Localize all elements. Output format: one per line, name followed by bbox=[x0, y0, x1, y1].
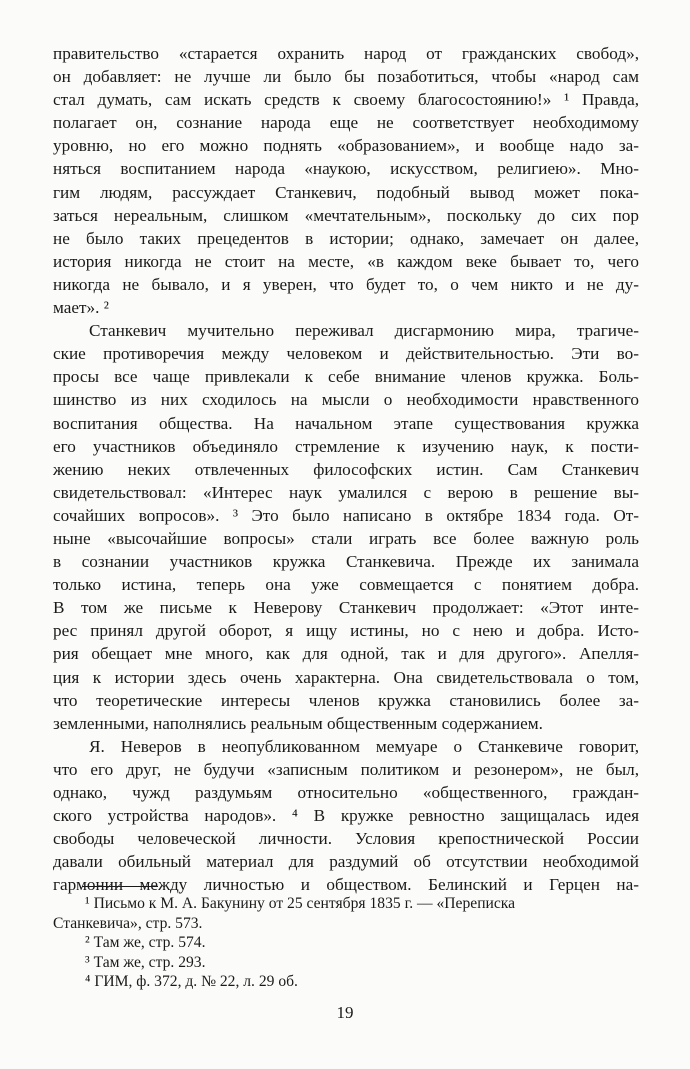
footnote-2: ² Там же, стр. 574. bbox=[85, 934, 206, 952]
text-line: заться нереальным, слишком «мечтательным», поскольку до сих пор bbox=[53, 205, 639, 225]
main-text bbox=[53, 42, 639, 896]
footnote-1: ¹ Письмо к М. А. Бакунину от 25 сентября 1835 г. — «Переписка bbox=[85, 895, 516, 912]
text-line: сочайших вопросов». ³ Это было написано в октябре 1834 года. От- bbox=[53, 505, 639, 525]
page-number: 19 bbox=[336, 1003, 354, 1022]
footnotes bbox=[53, 894, 639, 992]
text-line: однако, чужд раздумьям относительно «общественного, граждан- bbox=[53, 783, 639, 802]
text-line: что теоретические интересы членов кружка становились более за- bbox=[53, 690, 639, 710]
text-line: свободы человеческой личности. Условия крепостнической России bbox=[53, 829, 639, 849]
text-line: полагает он, сознание народа еще не соответствует необходимому bbox=[53, 113, 639, 133]
footnote-1-continuation: Станкевича», стр. 573. bbox=[53, 914, 203, 932]
text-line: ция к истории здесь очень характерна. Она свидетельствовала о том, bbox=[53, 667, 639, 687]
text-line: жению неких отвлеченных философских истин. Сам Станкевич bbox=[53, 459, 639, 479]
text-line: ныне «высочайшие вопросы» стали играть все более важную роль bbox=[53, 528, 639, 548]
paragraph-2 bbox=[53, 319, 639, 735]
text-line: свидетельствовал: «Интерес наук умалился с верою в решение вы- bbox=[53, 482, 639, 502]
footnote-3: ³ Там же, стр. 293. bbox=[85, 953, 206, 971]
text-line: Станкевич мучительно переживал дисгармонию мира, трагиче- bbox=[89, 321, 639, 341]
text-line: история никогда не стоит на месте, «в каждом веке бывает то, чего bbox=[53, 251, 639, 271]
text-line: В том же письме к Неверову Станкевич продолжает: «Этот инте- bbox=[53, 598, 639, 618]
text-line: давали обильный материал для раздумий об отсутствии необходимой bbox=[53, 852, 639, 872]
text-line: просы все чаще привлекали к себе внимание членов кружка. Боль- bbox=[53, 367, 639, 387]
footnote-4: ⁴ ГИМ, ф. 372, д. № 22, л. 29 об. bbox=[85, 973, 298, 991]
text-line: он добавляет: не лучше ли было бы позаботиться, чтобы «народ сам bbox=[53, 67, 639, 87]
text-line: ские противоречия между человеком и действительностью. Эти во- bbox=[53, 344, 639, 364]
text-line: гармонии между личностью и обществом. Белинский и Герцен на- bbox=[53, 875, 639, 895]
text-line: уровню, но его можно поднять «образованием», и вообще надо за- bbox=[53, 136, 639, 156]
text-line: земленными, наполнялись реальным общественным содержанием. bbox=[53, 713, 543, 733]
text-line: его участников объединяло стремление к изучению наук, к пости- bbox=[53, 436, 639, 456]
text-line: Я. Неверов в неопубликованном мемуаре о Станкевиче говорит, bbox=[89, 736, 639, 756]
paragraph-1 bbox=[53, 42, 639, 319]
text-line: стал думать, сам искать средств к своему благосостоянию!» ¹ Правда, bbox=[53, 90, 639, 110]
text-line: рес принял другой оборот, я ищу истины, но с нею и добра. Исто- bbox=[53, 621, 639, 641]
text-line: шинство из них сходилось на мысли о необходимости нравственного bbox=[53, 390, 639, 410]
text-line: не было таких прецедентов в истории; однако, замечает он далее, bbox=[53, 228, 639, 248]
text-line: воспитания общества. На начальном этапе существования кружка bbox=[53, 413, 639, 433]
text-line: рия обещает мне много, как для одной, так и для другого». Апелля- bbox=[53, 644, 639, 664]
text-line: гим людям, рассуждает Станкевич, подобный вывод может пока- bbox=[53, 182, 639, 202]
paragraph-3 bbox=[53, 735, 639, 897]
text-line: в сознании участников кружка Станкевича. Прежде их занимала bbox=[53, 552, 639, 572]
text-line: мает». ² bbox=[53, 298, 109, 318]
text-line: правительство «старается охранить народ от гражданских свобод», bbox=[53, 44, 639, 63]
text-line: только истина, теперь она уже совмещается с понятием добра. bbox=[53, 575, 639, 595]
text-line: ского устройства народов». ⁴ В кружке ревностно защищалась идея bbox=[53, 806, 639, 826]
text-line: что его друг, не будучи «записным политиком и резонером», не был, bbox=[53, 759, 639, 779]
text-line: никогда не бывало, и я уверен, что будет то, о чем никто и не ду- bbox=[53, 274, 639, 294]
footnote-divider bbox=[82, 886, 158, 887]
text-line: няться воспитанием народа «наукою, искусством, религиею». Мно- bbox=[53, 159, 639, 179]
